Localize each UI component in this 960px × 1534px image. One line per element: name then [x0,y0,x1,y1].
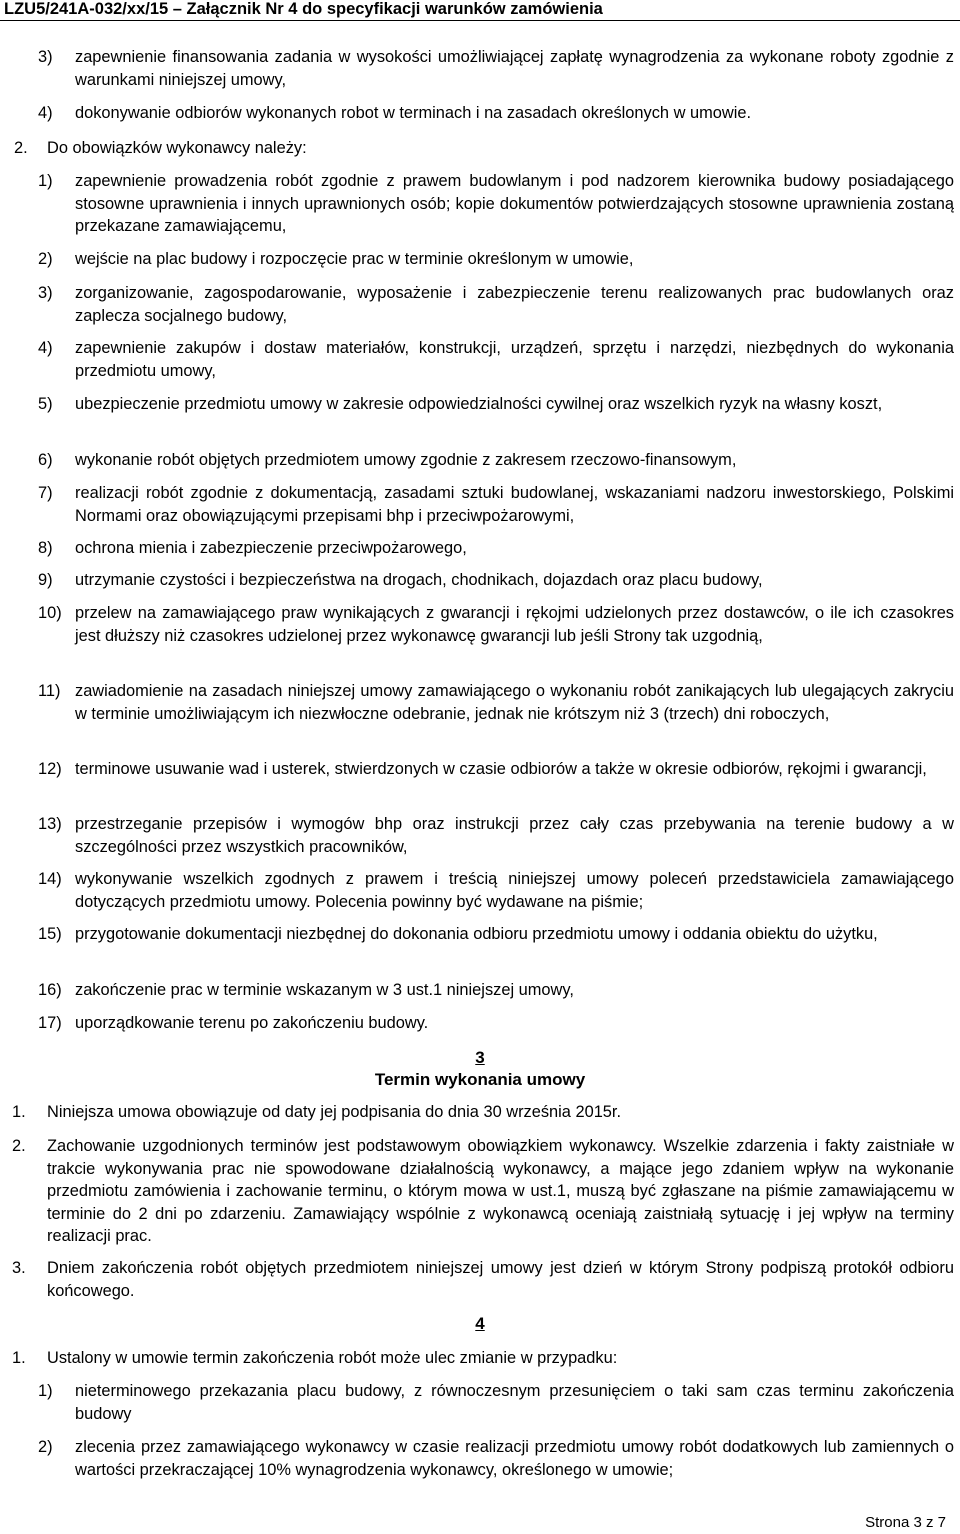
item-text: zapewnienie zakupów i dostaw materiałów, konstrukcji, urządzeń, sprzętu i narzędzi, niezbędnych do wykonania przedmiotu umowy, [75,339,954,380]
item-text: zapewnienie prowadzenia robót zgodnie z prawem budowlanym i pod nadzorem kierownika budowy posiadającego stosowne uprawnienia i innych uprawnionych osób; kopie dokumentów potwierdzających stosowne uprawnienia zostaną przekazane zamawiającemu, [75,172,954,236]
point [12,1135,954,1248]
point [12,1347,954,1370]
point-number: 2. [12,1137,26,1155]
list-item [38,248,954,271]
item-number: 14) [38,870,62,888]
section-3-number [0,1047,960,1069]
item-text: zakończenie prac w terminie wskazanym w 3 ust.1 niniejszej umowy, [75,981,574,999]
list-item [38,868,954,913]
item-number: 3) [38,284,53,302]
item-number: 8) [38,539,53,557]
list-item [38,170,954,238]
item-number: 13) [38,815,62,833]
item-text: przygotowanie dokumentacji niezbędnej do dokonania odbioru przedmiotu umowy i oddania obiektu do użytku, [75,925,878,943]
list-item [38,537,954,560]
point [12,1101,954,1124]
point-text: Zachowanie uzgodnionych terminów jest podstawowym obowiązkiem wykonawcy. Wszelkie zdarzenia i fakty zaistniałe w trakcie wykonywania prac nie spowodowane działalnością wykonawcy, a mające jego zdaniem wpływ na wykonanie przedmiotu zamówienia i zachowanie terminu, o którym mowa w ust.1, muszą być zgłaszane na piśmie zamawiającemu w terminie do 2 dni po zdarzeniu. Zamawiający wspólnie z wykonawcą oceniają zaistniałą sytuację i jej wpływ na terminy realizacji prac. [47,1137,954,1246]
item-text: przestrzeganie przepisów i wymogów bhp oraz instrukcji przez cały czas przebywania na terenie budowy a w szczególności przez wszystkich pracowników, [75,815,954,856]
point-number: 3. [12,1259,26,1277]
item-text: realizacji robót zgodnie z dokumentacją, zasadami sztuki budowlanej, wskazaniami nadzoru inwestorskiego, Polskimi Normami oraz obowiązującymi przepisami bhp i przeciwpożarowymi, [75,484,954,525]
item-text: przelew na zamawiającego praw wynikających z gwarancji i rękojmi udzielonych przez dostawców, o ile ich czasokres jest dłuższy niż czasokres udzielonej przez wykonawcę gwarancji lub jeśli Strony tak uzgodnią, [75,604,954,645]
item-text: wykonanie robót objętych przedmiotem umowy zgodnie z zakresem rzeczowo-finansowym, [75,451,737,469]
item-text: utrzymanie czystości i bezpieczeństwa na drogach, chodnikach, dojazdach oraz placu budowy, [75,571,763,589]
item-number: 10) [38,604,62,622]
list-item [38,1012,954,1035]
document-header [0,0,960,21]
list-item [38,482,954,527]
item-number: 17) [38,1014,62,1032]
point-text: Do obowiązków wykonawcy należy: [47,139,307,157]
list-item [38,102,954,125]
item-number: 5) [38,395,53,413]
page-number: Strona 3 z 7 [865,1514,946,1531]
item-text: zlecenia przez zamawiającego wykonawcy w czasie realizacji przedmiotu umowy robót dodatkowych lub zamiennych o wartości przekraczającej 10% wynagrodzenia wykonawcy, określonego w umowie; [75,1438,954,1479]
list-item [38,1436,954,1481]
item-text: wejście na plac budowy i rozpoczęcie prac w terminie określonym w umowie, [75,250,634,268]
item-text: uporządkowanie terenu po zakończeniu budowy. [75,1014,429,1032]
point-number: 1. [12,1349,26,1367]
section-4-sign: 4 [475,1314,485,1333]
point-number: 1. [12,1103,26,1121]
item-number: 7) [38,484,53,502]
item-text: terminowe usuwanie wad i usterek, stwierdzonych w czasie odbiorów a także w okresie odbiorów, rękojmi i gwarancji, [75,760,927,778]
item-text: ochrona mienia i zabezpieczenie przeciwpożarowego, [75,539,467,557]
item-number: 6) [38,451,53,469]
item-number: 9) [38,571,53,589]
item-number: 2) [38,250,53,268]
item-number: 11) [38,682,61,700]
list-item [38,602,954,647]
item-text: zapewnienie finansowania zadania w wysokości umożliwiającej zapłatę wynagrodzenia za wykonane roboty zgodnie z warunkami niniejszej umowy, [75,48,954,89]
list-item [38,569,954,592]
list-item [38,813,954,858]
point-2 [14,137,954,160]
item-number: 4) [38,339,53,357]
list-item [38,46,954,91]
list-item [38,282,954,327]
section-4-number [0,1313,960,1335]
list-item [38,979,954,1002]
point-text: Dniem zakończenia robót objętych przedmiotem niniejszej umowy jest dzień w którym Strony podpiszą protokół odbioru końcowego. [47,1259,954,1300]
section-3-sign: 3 [475,1048,485,1067]
point-text: Niniejsza umowa obowiązuje od daty jej podpisania do dnia 30 września 2015r. [47,1103,622,1121]
header-title: LZU5/241A-032/xx/15 – Załącznik Nr 4 do specyfikacji warunków zamówienia [4,0,603,18]
item-number: 16) [38,981,62,999]
item-text: wykonywanie wszelkich zgodnych z prawem i treścią niniejszej umowy poleceń przedstawiciela zamawiającego dotyczących przedmiotu umowy. Polecenia powinny być wydawane na piśmie; [75,870,954,911]
list-item [38,1380,954,1425]
item-text: zorganizowanie, zagospodarowanie, wyposażenie i zabezpieczenie terenu realizowanych prac budowlanych oraz zaplecza socjalnego budowy, [75,284,954,325]
item-number: 1) [38,172,53,190]
item-number: 4) [38,104,53,122]
item-number: 15) [38,925,62,943]
list-item [38,337,954,382]
item-text: ubezpieczenie przedmiotu umowy w zakresie odpowiedzialności cywilnej oraz wszelkich ryzyk na własny koszt, [75,395,883,413]
point-number: 2. [14,139,28,157]
list-item [38,449,954,472]
item-text: dokonywanie odbiorów wykonanych robot w terminach i na zasadach określonych w umowie. [75,104,752,122]
list-item [38,680,954,725]
section-3-title: Termin wykonania umowy [374,1070,586,1089]
item-number: 2) [38,1438,53,1456]
item-number: 1) [38,1382,53,1400]
list-item [38,758,954,781]
item-number: 3) [38,48,53,66]
list-item [38,923,954,946]
list-item [38,393,954,416]
item-number: 12) [38,760,62,778]
item-text: zawiadomienie na zasadach niniejszej umowy zamawiającego o wykonaniu robót zanikających lub ulegających zakryciu w terminie umożliwiającym ich niezwłoczne odebranie, jednak nie krótszym niż 3 (trzech) dni roboczych, [75,682,954,723]
point-text: Ustalony w umowie termin zakończenia robót może ulec zmianie w przypadku: [47,1349,618,1367]
point [12,1257,954,1302]
item-text: nieterminowego przekazania placu budowy, z równoczesnym przesunięciem o taki sam czas terminu zakończenia budowy [75,1382,954,1423]
